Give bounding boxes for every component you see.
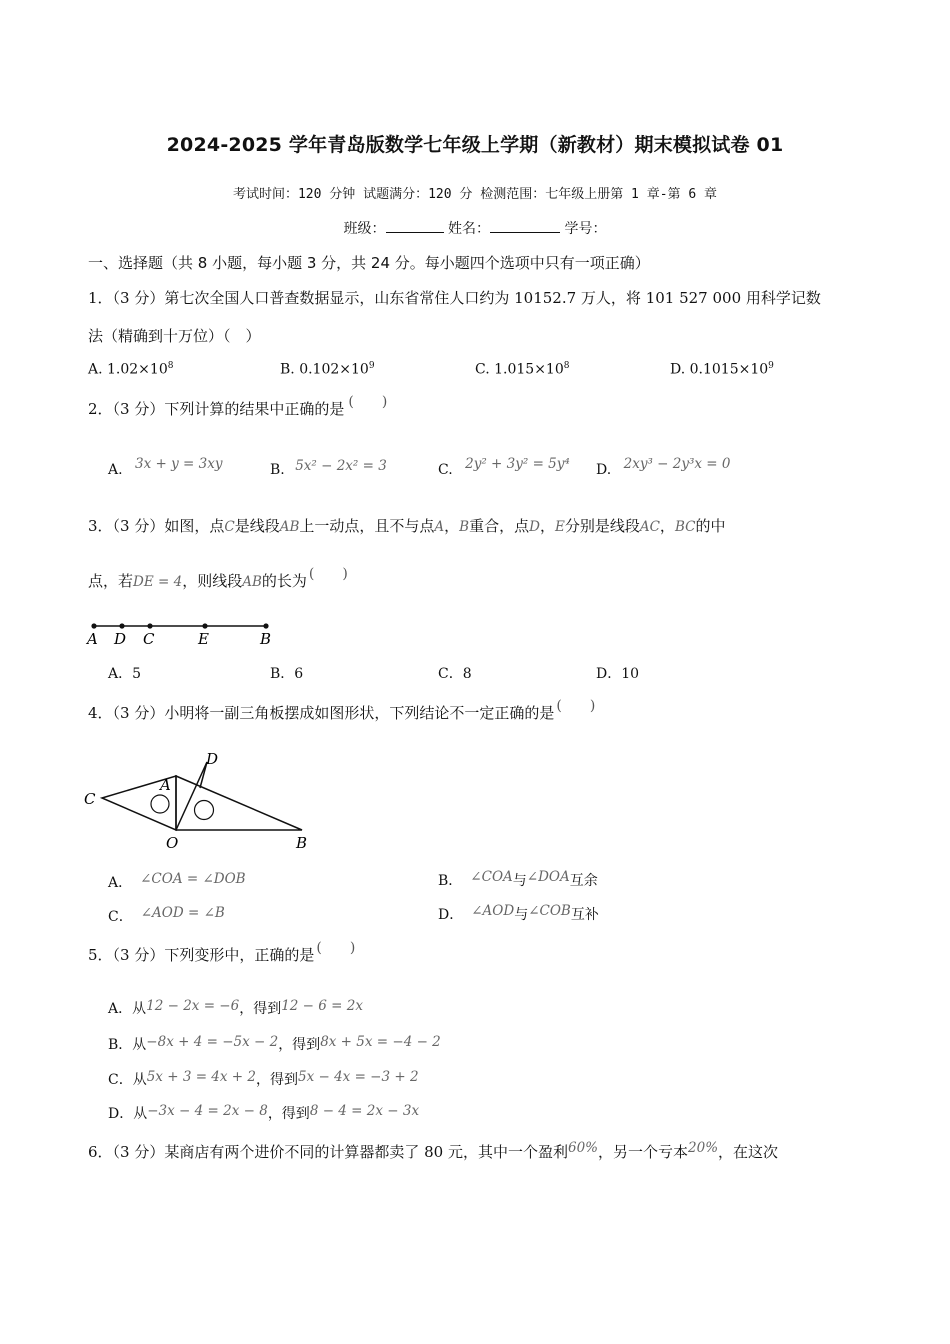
q4-triangle-figure (80, 748, 320, 858)
q5-stem: 5．（3 分）下列变形中，正确的是 ( ) (88, 940, 356, 964)
name-label: 姓名： (448, 221, 490, 237)
q2-option-b: B. 5x² − 2x² = 3 (270, 458, 387, 478)
id-label: 学号： (564, 221, 607, 237)
hole-circle-1 (151, 795, 169, 813)
label-d: D (114, 630, 127, 648)
q6-line1: 6．（3 分）某商店有两个进价不同的计算器都卖了 80 元，其中一个盈利60%，另一个亏本20%，在这次 (88, 1140, 779, 1161)
point-c (147, 623, 152, 628)
q4-option-c: C． ∠AOD = ∠B (108, 905, 225, 925)
label-b: B (260, 630, 272, 648)
point-e (202, 623, 207, 628)
q1-line2: 法（精确到十万位）（ ） (88, 327, 261, 345)
q5-option-b: B．从−8x + 4 = −5x − 2，得到8x + 5x = −4 − 2 (108, 1034, 441, 1053)
label-c: C (143, 630, 155, 648)
q3-option-c: C．8 (438, 666, 472, 682)
q4-option-b: B． ∠COA与∠DOA互余 (438, 869, 598, 889)
point-a (91, 623, 96, 628)
label-a: A (160, 776, 171, 794)
label-a: A (87, 630, 98, 648)
q4-stem: 4．（3 分）小明将一副三角板摆成如图形状，下列结论不一定正确的是 ( ) (88, 698, 596, 722)
point-b (263, 623, 268, 628)
label-e: E (198, 630, 209, 648)
q3-option-d: D．10 (596, 666, 640, 682)
exam-title: 2024-2025 学年青岛版数学七年级上学期（新教材）期末模拟试卷 01 (166, 134, 784, 156)
label-b: B (296, 834, 308, 852)
student-info-fields (0, 218, 950, 238)
label-d: D (206, 750, 219, 768)
class-blank (386, 218, 444, 233)
q2-stem: 2．（3 分）下列计算的结果中正确的是 ( ) (88, 394, 388, 418)
hole-circle-2 (195, 801, 214, 820)
q5-option-c: C．从5x + 3 = 4x + 2，得到5x − 4x = −3 + 2 (108, 1069, 419, 1088)
q1-option-b: B. $0.102\times 10^9$ (280, 361, 375, 378)
q2-option-c: C. 2y² + 3y² = 5y⁴ (438, 456, 570, 478)
section-heading: 一、选择题（共 8 小题，每小题 3 分，共 24 分。每小题四个选项中只有一项正确） (88, 254, 650, 272)
q2-option-a: A. 3x + y = 3xy (108, 456, 223, 478)
q1-option-d: D. $0.1015\times 10^9$ (670, 361, 774, 378)
exam-meta: 考试时间：120 分钟 试题满分：120 分 检测范围：七年级上册第 1 章-第 6 章 (232, 187, 718, 202)
q3-line-segment-figure (80, 612, 290, 652)
label-o: O (166, 834, 179, 852)
q3-option-a: A．5 (108, 666, 142, 682)
q1-line1: 1．（3 分）第七次全国人口普查数据显示，山东省常住人口约为 10152.7 万人，将 101 527 000 用科学记数 (88, 289, 821, 307)
point-d (119, 623, 124, 628)
q3-line2: 点，若DE = 4，则线段AB的长为 ( ) (88, 566, 348, 590)
q5-option-a: A．从12 − 2x = −6，得到12 − 6 = 2x (108, 998, 363, 1017)
q2-option-d: D. 2xy³ − 2y³x = 0 (596, 456, 731, 478)
q1-option-c: C. $1.015\times 10^8$ (475, 361, 570, 378)
class-label: 班级： (343, 221, 386, 237)
q3-line1: 3．（3 分）如图，点C是线段AB上一动点，且不与点A，B重合，点D，E分别是线段AC，BC的中 (88, 517, 726, 535)
q1-option-a: A. $1.02\times 10^8$ (88, 361, 174, 378)
q5-option-d: D．从−3x − 4 = 2x − 8，得到8 − 4 = 2x − 3x (108, 1103, 420, 1122)
name-blank (490, 218, 560, 233)
label-c: C (84, 790, 96, 808)
q4-option-a: A． ∠COA = ∠DOB (108, 871, 246, 891)
q4-option-d: D． ∠AOD与∠COB互补 (438, 903, 599, 923)
triangle-set-square-2 (176, 776, 302, 830)
q3-option-b: B．6 (270, 666, 304, 682)
